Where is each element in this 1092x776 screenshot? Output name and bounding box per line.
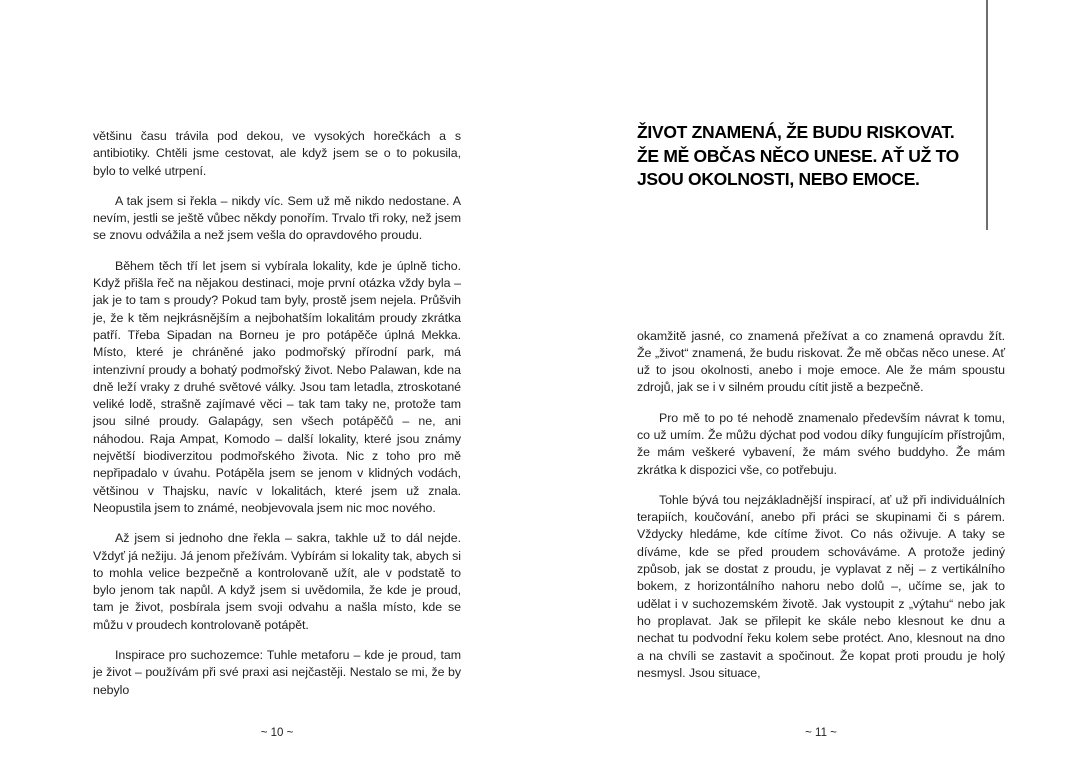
right-page — [637, 121, 1005, 682]
body-paragraph: Inspirace pro suchozemce: Tuhle metaforu – kde je proud, tam je život – používám při své praxi asi nejčastěji. Nestalo se mi, že by nebylo — [93, 648, 461, 697]
chapter-heading-line: ŽE MĚ OBČAS NĚCO UNESE. AŤ UŽ TO — [637, 145, 959, 166]
body-paragraph: většinu času trávila pod dekou, ve vysokých horečkách a s antibiotiky. Chtěli jsme cestovat, ale když jsem se o to pokusila, bylo to velké utrpení. — [93, 129, 461, 178]
body-paragraph: A tak jsem si řekla – nikdy víc. Sem už mě nikdo nedostane. A nevím, jestli se ještě vůbec někdy ponořím. Trvalo tři roky, než jsem se znovu odvážila a než jsem vešla do opravdového proudu. — [93, 193, 461, 243]
page-number-left: ~ 10 ~ — [260, 727, 294, 739]
left-page — [93, 128, 461, 699]
chapter-heading-line: ŽIVOT ZNAMENÁ, ŽE BUDU RISKOVAT. — [637, 122, 955, 142]
body-paragraph: Během těch tří let jsem si vybírala lokality, kde je úplně ticho. Když přišla řeč na nějakou destinaci, moje první otázka vždy byla – jak je to tam s proudy? Pokud tam byly, prostě jsem nejela. Průšvih je, že k těm nejkrásnějším a nejbohatším lokalitám proudy zkrátka patří. Třeba Sipadan na Borneu je pro potápěče úplná Mekka. Místo, které je chráněné jako podmořský přírodní park, má intenzivní proudy a bohatý podmořský život. Nebo Palawan, kde na dně leží vraky z druhé světové války. Jsou tam letadla, ztroskotané veliké lodě, strašně zajímavé věci – tak tam taky ne, protože tam jsou silné proudy. Galapágy, sen všech potápěčů – ne, ani náhodou. Raja Ampat, Komodo – další lokality, které jsou známy největší biodiverzitou podmořského života. Nic z toho pro mě nepřipadalo v úvahu. Potápěla jsem se jenom v klidných vodách, většinou v Thajsku, navíc v lokalitách, které jsem už znala. Neopustila jsem to známé, neobjevovala jsem nic moc nového. — [93, 258, 461, 515]
body-paragraph: Až jsem si jednoho dne řekla – sakra, takhle už to dál nejde. Vždyť já nežiju. Já jenom přežívám. Vybírám si lokality tak, abych si to mohla velice bezpečně a kontrolovaně užít, ale v podstatě to bylo jenom tak napůl. A když jsem si uvědomila, že kde je proud, tam je život, posbírala jsem svoji odvahu a našla místo, kde se můžu v proudech kontrolovaně potápět. — [93, 531, 461, 632]
body-paragraph: Pro mě to po té nehodě znamenalo především návrat k tomu, co už umím. Že můžu dýchat pod vodou díky fungujícím přístrojům, že mám veškeré vybavení, že mám svého buddyho. Že mám zkrátka k dispozici vše, co potřebuju. — [637, 410, 1005, 477]
page-number-right: ~ 11 ~ — [805, 727, 837, 739]
body-paragraph: Tohle bývá tou nejzákladnější inspirací, ať už při individuálních terapiích, koučování, anebo při práci se skupinami či s párem. Vždycky hledáme, kde cítíme život. Co nás oživuje. A taky se díváme, kde se před proudem schováváme. A protože jediný způsob, jak se dostat z proudu, je vyplavat z něj – z vertikálního bokem, z horizontálního nahoru nebo dolů –, učíme se, jak to udělat i v suchozemském životě. Jak vystoupit z „výtahu“ nebo jak ho proplavat. Jak se přilepit ke skále nebo klesnout ke dnu a nechat tu podvodní řeku kolem sebe protéct. Ano, klesnout na dno a na chvíli se zastavit a spočinout. Že kopat proti proudu je holý nesmysl. Jsou situace, — [637, 492, 1005, 680]
chapter-heading-line: JSOU OKOLNOSTI, NEBO EMOCE. — [637, 169, 920, 189]
chapter-heading — [637, 121, 1005, 192]
body-paragraph: okamžitě jasné, co znamená přežívat a co znamená opravdu žít. Že „život“ znamená, že budu riskovat. Že mě občas něco unese. Ať už to jsou okolnosti, anebo i moje emoce. Ale že mám spoustu zdrojů, jak se i v silném proudu cítit jistě a bezpečně. — [637, 328, 1005, 395]
